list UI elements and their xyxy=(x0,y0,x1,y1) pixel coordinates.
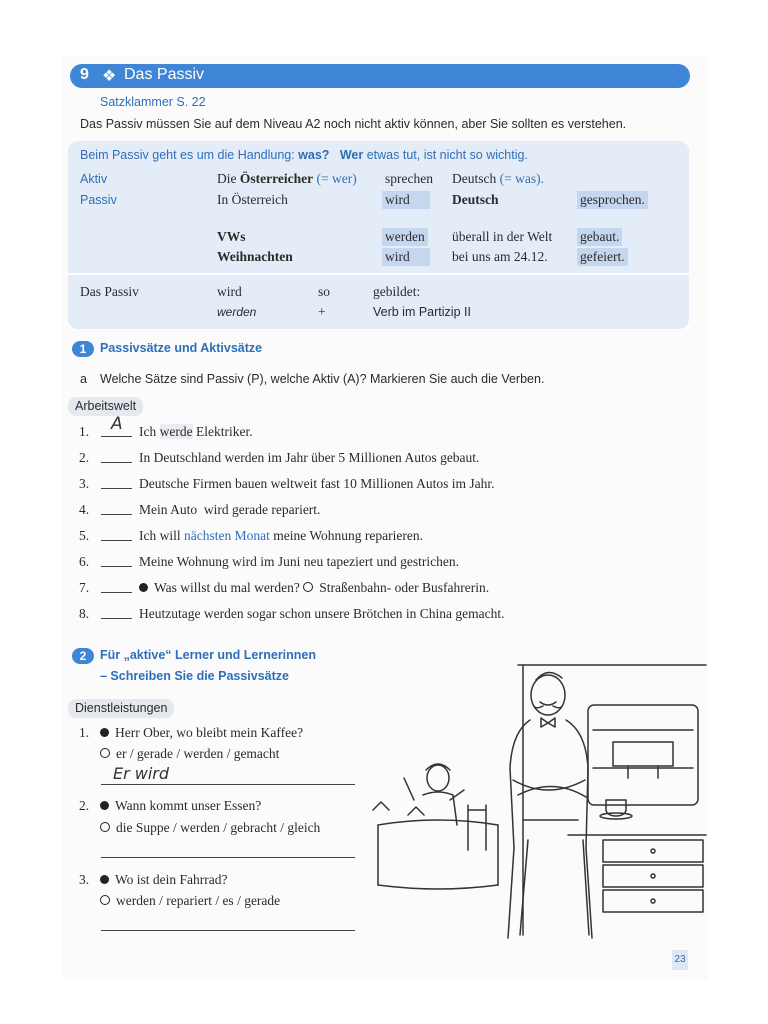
item-sentence: Meine Wohnung wird im Juni neu tapeziert und gestrichen. xyxy=(139,554,459,569)
passiv-object: Deutsch xyxy=(452,192,499,207)
exercise-2-number: 2 xyxy=(72,648,94,664)
row3-participle: gebaut. xyxy=(577,228,622,246)
passiv-participle: gesprochen. xyxy=(577,191,648,209)
item-number: 2. xyxy=(79,798,90,813)
aktiv-subject: Die Österreicher (= wer) xyxy=(217,171,357,186)
aktiv-verb: sprechen xyxy=(385,171,433,186)
exercise-1-number: 1 xyxy=(72,341,94,357)
row4-verb: wird xyxy=(382,248,430,266)
intro-text: Das Passiv müssen Sie auf dem Niveau A2 noch nicht aktiv können, aber Sie sollten es verstehen. xyxy=(80,117,627,131)
formula-gebildet: gebildet: xyxy=(373,284,421,299)
diamond-icon: ❖ xyxy=(102,68,117,85)
prompt-words: die Suppe / werden / gebracht / gleich xyxy=(100,820,320,836)
item-number: 4. xyxy=(79,502,90,517)
item-number: 1. xyxy=(79,424,90,439)
bullet-filled-icon xyxy=(100,728,109,737)
item-sentence: Heutzutage werden sogar schon unsere Brötchen in China gemacht. xyxy=(139,606,505,621)
item-number: 3. xyxy=(79,476,90,491)
passiv-label: Passiv xyxy=(80,193,117,207)
item-sentence: Ich will nächsten Monat meine Wohnung reparieren. xyxy=(139,528,423,543)
section-title: Das Passiv xyxy=(124,66,205,83)
passiv-verb: wird xyxy=(382,191,430,209)
prompt-words: werden / repariert / es / gerade xyxy=(100,893,280,909)
item-dialogue: Was willst du mal werden? Straßenbahn- oder Busfahrerin. xyxy=(139,580,489,596)
formula-so: so xyxy=(318,284,331,299)
formula-label: Das Passiv xyxy=(80,284,139,299)
exercise-2-subtitle: – Schreiben Sie die Passivsätze xyxy=(100,669,289,683)
answer-line[interactable] xyxy=(101,784,355,785)
item-number: 1. xyxy=(79,725,90,740)
aktiv-label: Aktiv xyxy=(80,172,108,186)
cross-reference: Satzklammer S. 22 xyxy=(100,95,206,109)
item-sentence: Mein Auto wird gerade repariert. xyxy=(139,502,321,517)
section-number: 9 xyxy=(80,66,89,83)
answer-blank[interactable] xyxy=(101,514,132,515)
bullet-open-icon xyxy=(100,895,110,905)
topic-tag: Arbeitswelt xyxy=(68,397,143,416)
formula-verb: Verb im Partizip II xyxy=(373,305,471,319)
answer-blank[interactable] xyxy=(101,436,132,437)
aktiv-object: Deutsch (= was). xyxy=(452,171,544,186)
row3-verb: werden xyxy=(382,228,428,246)
question: Herr Ober, wo bleibt mein Kaffee? xyxy=(100,725,303,741)
item-number: 3. xyxy=(79,872,90,887)
prompt-words: er / gerade / werden / gemacht xyxy=(100,746,279,762)
answer-line[interactable] xyxy=(101,930,355,931)
item-number: 8. xyxy=(79,606,90,621)
formula-wird: wird xyxy=(217,284,242,299)
question: Wo ist dein Fahrrad? xyxy=(100,872,228,888)
item-number: 7. xyxy=(79,580,90,595)
bullet-open-icon xyxy=(100,822,110,832)
row4-adverbial: bei uns am 24.12. xyxy=(452,249,548,264)
item-sentence: Ich werde Elektriker. xyxy=(139,424,253,439)
task-instruction: Welche Sätze sind Passiv (P), welche Aktiv (A)? Markieren Sie auch die Verben. xyxy=(100,372,545,386)
answer-blank[interactable] xyxy=(101,488,132,489)
item-sentence: In Deutschland werden im Jahr über 5 Millionen Autos gebaut. xyxy=(139,450,480,465)
row4-subject: Weihnachten xyxy=(217,249,293,264)
answer-blank[interactable] xyxy=(101,540,132,541)
bullet-filled-icon xyxy=(139,583,148,592)
bullet-filled-icon xyxy=(100,875,109,884)
bullet-filled-icon xyxy=(100,801,109,810)
exercise-1-title: Passivsätze und Aktivsätze xyxy=(100,341,263,355)
row3-adverbial: überall in der Welt xyxy=(452,229,553,244)
divider xyxy=(68,273,689,275)
handwritten-answer: Er wird xyxy=(113,764,170,783)
bullet-open-icon xyxy=(100,748,110,758)
row4-participle: gefeiert. xyxy=(577,248,628,266)
handwritten-answer: A xyxy=(111,414,123,434)
question: Wann kommt unser Essen? xyxy=(100,798,261,814)
formula-werden: werden xyxy=(217,305,257,319)
exercise-2-title: Für „aktive“ Lerner und Lernerinnen xyxy=(100,648,317,662)
answer-blank[interactable] xyxy=(101,462,132,463)
item-number: 2. xyxy=(79,450,90,465)
topic-tag: Dienstleistungen xyxy=(68,699,174,718)
passiv-c1: In Österreich xyxy=(217,192,288,207)
task-letter: a xyxy=(80,372,87,386)
answer-blank[interactable] xyxy=(101,566,132,567)
waiter-illustration xyxy=(368,660,708,940)
item-sentence: Deutsche Firmen bauen weltweit fast 10 Millionen Autos im Jahr. xyxy=(139,476,495,491)
answer-blank[interactable] xyxy=(101,592,132,593)
answer-blank[interactable] xyxy=(101,618,132,619)
item-number: 6. xyxy=(79,554,90,569)
grammar-lead: Beim Passiv geht es um die Handlung: was? Wer etwas tut, ist nicht so wichtig. xyxy=(80,148,528,162)
row3-subject: VWs xyxy=(217,229,246,244)
formula-plus: + xyxy=(318,304,326,319)
bullet-open-icon xyxy=(303,582,313,592)
answer-line[interactable] xyxy=(101,857,355,858)
page-number: 23 xyxy=(672,950,688,970)
item-number: 5. xyxy=(79,528,90,543)
